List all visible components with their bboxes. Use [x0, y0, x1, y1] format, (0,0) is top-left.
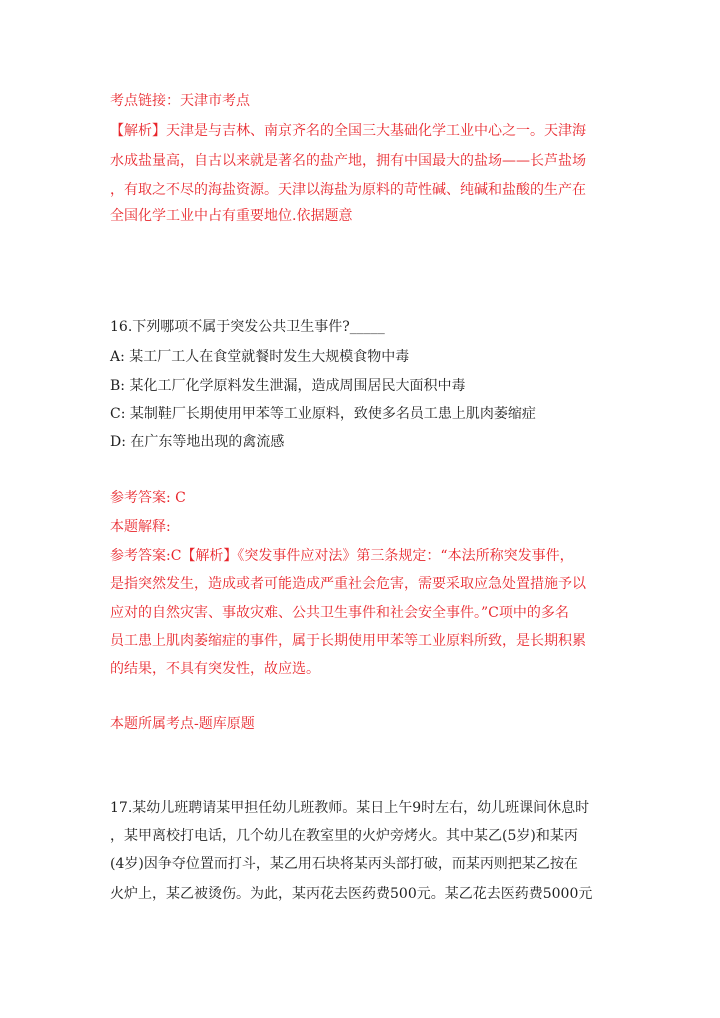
option-d: D: 在广东等地出现的禽流感: [110, 434, 285, 450]
question-stem: 16.下列哪项不属于突发公共卫生事件?_____: [110, 319, 385, 335]
explanation-line: 应对的自然灾害、事故灾难、公共卫生事件和社会安全事件。”C项中的多名: [110, 605, 569, 621]
explanation-line: 【解析】天津是与吉林、南京齐名的全国三大基础化学工业中心之一。天津海: [110, 123, 586, 139]
topic-source: 本题所属考点-题库原题: [110, 716, 255, 732]
answer-line: 参考答案: C: [110, 490, 186, 506]
explanation-line: 参考答案:C【解析】《突发事件应对法》第三条规定：“本法所称突发事件，: [110, 548, 574, 564]
option-b: B: 某化工厂化学原料发生泄漏，造成周围居民大面积中毒: [110, 378, 466, 394]
explanation-line: 全国化学工业中占有重要地位.依据题意: [110, 208, 353, 224]
question-stem-line: 火炉上，某乙被烫伤。为此，某丙花去医药费500元。某乙花去医药费5000元: [110, 886, 593, 902]
question-stem-line: ，某甲离校打电话，几个幼儿在教室里的火炉旁烤火。其中某乙(5岁)和某丙: [110, 828, 578, 844]
explanation-line: 员工患上肌肉萎缩症的事件，属于长期使用甲苯等工业原料所致，是长期积累: [110, 633, 586, 649]
topic-link: 考点链接：天津市考点: [110, 93, 250, 109]
explanation-line: 的结果，不具有突发性，故应选。: [110, 661, 320, 677]
question-stem-line: 17.某幼儿班聘请某甲担任幼儿班教师。某日上午9时左右，幼儿班课间休息时: [110, 800, 590, 816]
explanation-line: 是指突然发生，造成或者可能造成严重社会危害，需要采取应急处置措施予以: [110, 576, 586, 592]
option-c: C: 某制鞋厂长期使用甲苯等工业原料，致使多名员工患上肌肉萎缩症: [110, 406, 536, 422]
explanation-line: 水成盐量高，自古以来就是著名的盐产地，拥有中国最大的盐场——长芦盐场: [110, 153, 586, 169]
explanation-title: 本题解释:: [110, 519, 171, 535]
explanation-line: ，有取之不尽的海盐资源。天津以海盐为原料的苛性碱、纯碱和盐酸的生产在: [110, 182, 586, 198]
question-stem-line: (4岁)因争夺位置而打斗，某乙用石块将某丙头部打破，而某丙则把某乙按在: [110, 856, 578, 872]
option-a: A: 某工厂工人在食堂就餐时发生大规模食物中毒: [110, 349, 410, 365]
